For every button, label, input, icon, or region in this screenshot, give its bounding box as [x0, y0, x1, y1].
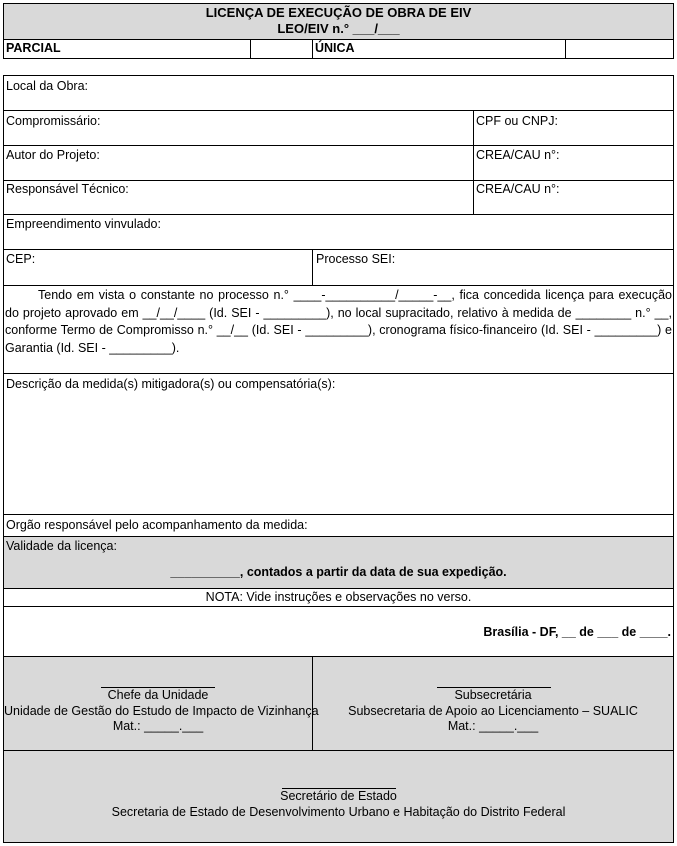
- left-signature-mat: Mat.: _____.___: [112, 719, 204, 733]
- responsavel-tecnico-label: Responsável Técnico:: [6, 182, 129, 196]
- validade-text: __________, contados a partir da data de sua expedição.: [170, 565, 507, 579]
- unica-option[interactable]: ÚNICA: [315, 41, 355, 55]
- orgao-label: Orgão responsável pelo acompanhamento da medida:: [6, 518, 308, 532]
- bottom-signature-role: Secretário de Estado: [280, 789, 397, 803]
- validade-label: Validade da licença:: [6, 539, 117, 553]
- autor-projeto-label: Autor do Projeto:: [6, 148, 100, 162]
- right-signature-mat: Mat.: _____.___: [447, 719, 539, 733]
- crea-cau-label-1: CREA/CAU n°:: [476, 148, 560, 162]
- left-signature-role: Chefe da Unidade: [107, 688, 209, 702]
- nota-text: NOTA: Vide instruções e observações no verso.: [205, 590, 472, 604]
- right-signature-unit: Subsecretaria de Apoio ao Licenciamento – SUALIC: [348, 704, 638, 718]
- processo-sei-label: Processo SEI:: [316, 252, 396, 266]
- document-title: LICENÇA DE EXECUÇÃO DE OBRA DE EIV: [205, 5, 472, 20]
- compromissario-label: Compromissário:: [6, 114, 101, 128]
- place-date: Brasília - DF, __ de ___ de ____.: [483, 625, 671, 639]
- descricao-label: Descrição da medida(s) mitigadora(s) ou compensatória(s):: [6, 377, 336, 391]
- left-signature-unit: Unidade de Gestão do Estudo de Impacto de Vizinhança: [4, 704, 319, 718]
- document-number: LEO/EIV n.° ___/___: [277, 21, 400, 36]
- bottom-signature-unit: Secretaria de Estado de Desenvolvimento Urbano e Habitação do Distrito Federal: [111, 805, 566, 819]
- cpf-cnpj-label: CPF ou CNPJ:: [476, 114, 558, 128]
- empreendimento-label: Empreendimento vinvulado:: [6, 217, 161, 231]
- cep-label: CEP:: [6, 252, 36, 266]
- local-obra-label: Local da Obra:: [6, 79, 88, 93]
- crea-cau-label-2: CREA/CAU n°:: [476, 182, 560, 196]
- parcial-option[interactable]: PARCIAL: [6, 41, 61, 55]
- license-paragraph: Tendo em vista o constante no processo n.° ____-__________/_____-__, fica concedida licença para execução do projeto aprovado em __/__/____ (Id. SEI - _________), no local supracitado, relativo à medida de ________ n.° __, conforme Termo de Compromisso n.° __/__ (Id. SEI - _________), cronograma físico-financeiro (Id. SEI - _________) e Garantia (Id. SEI - _________).: [5, 288, 672, 355]
- right-signature-role: Subsecretária: [454, 688, 532, 702]
